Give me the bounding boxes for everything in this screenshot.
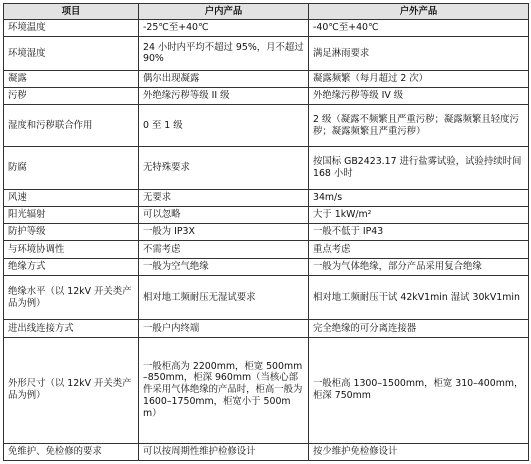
- outdoor-cell: 相对地工频耐压干试 42kV1min 湿试 30kV1min: [309, 275, 529, 320]
- indoor-cell: 一般柜高为 2200mm，柜宽 500mm–850mm，柜深 960mm（当核心部件采用气体绝缘的产品时，柜高一般为 1600–1750mm，柜宽小于 500mm）: [139, 337, 309, 443]
- table-row: [4, 443, 529, 460]
- indoor-cell: 不需考虑: [139, 241, 309, 258]
- table-row: [4, 189, 529, 206]
- outdoor-cell: -40℃至+40℃: [309, 20, 529, 37]
- row-label: 进出线连接方式: [4, 320, 139, 337]
- indoor-cell: 无特殊要求: [139, 147, 309, 189]
- outdoor-cell: 满足淋雨要求: [309, 37, 529, 70]
- table-row: [4, 20, 529, 37]
- row-label: 外形尺寸（以 12kV 开关类产品为例）: [4, 337, 139, 443]
- table-body: [4, 20, 529, 461]
- outdoor-cell: 外绝缘污秽等级 IV 级: [309, 87, 529, 104]
- table-row: [4, 207, 529, 224]
- table-row: [4, 275, 529, 320]
- table-row: [4, 147, 529, 189]
- indoor-cell: 无要求: [139, 189, 309, 206]
- outdoor-cell: 凝露频繁（每月超过 2 次）: [309, 70, 529, 87]
- row-label: 凝露: [4, 70, 139, 87]
- indoor-cell: 相对地工频耐压无湿试要求: [139, 275, 309, 320]
- row-label: 污秽: [4, 87, 139, 104]
- outdoor-cell: 完全绝缘的可分离连接器: [309, 320, 529, 337]
- row-label: 环境湿度: [4, 37, 139, 70]
- header-item: 项目: [4, 4, 139, 20]
- outdoor-cell: 一般为气体绝缘，部分产品采用复合绝缘: [309, 258, 529, 275]
- table-row: [4, 224, 529, 241]
- row-label: 环境温度: [4, 20, 139, 37]
- outdoor-cell: 重点考虑: [309, 241, 529, 258]
- table-row: [4, 87, 529, 104]
- indoor-cell: 一般为空气绝缘: [139, 258, 309, 275]
- indoor-cell: 0 至 1 级: [139, 104, 309, 146]
- indoor-cell: 可以忽略: [139, 207, 309, 224]
- indoor-cell: 偶尔出现凝露: [139, 70, 309, 87]
- header-outdoor: 户外产品: [309, 4, 529, 20]
- outdoor-cell: 一般柜高 1300–1500mm，柜宽 310–400mm，柜深 750mm: [309, 337, 529, 443]
- table-row: [4, 70, 529, 87]
- row-label: 绝缘水平（以 12kV 开关类产品为例）: [4, 275, 139, 320]
- outdoor-cell: 一般不低于 IP43: [309, 224, 529, 241]
- indoor-cell: 可以按周期性维护检修设计: [139, 443, 309, 460]
- table-row: [4, 337, 529, 443]
- outdoor-cell: 34m/s: [309, 189, 529, 206]
- row-label: 防护等级: [4, 224, 139, 241]
- table-row: [4, 258, 529, 275]
- row-label: 湿度和污秽联合作用: [4, 104, 139, 146]
- indoor-cell: 24 小时内平均不超过 95%，月不超过 90%: [139, 37, 309, 70]
- row-label: 防腐: [4, 147, 139, 189]
- table-row: [4, 37, 529, 70]
- header-indoor: 户内产品: [139, 4, 309, 20]
- outdoor-cell: 2 级（凝露不频繁且严重污秽；凝露频繁且轻度污秽；凝露频繁且严重污秽）: [309, 104, 529, 146]
- spec-table-container: [3, 3, 528, 461]
- spec-comparison-table: [3, 3, 529, 461]
- indoor-cell: 外绝缘污秽等级 II 级: [139, 87, 309, 104]
- outdoor-cell: 按国标 GB2423.17 进行盐雾试验，试验持续时间 168 小时: [309, 147, 529, 189]
- row-label: 免维护、免检修的要求: [4, 443, 139, 460]
- outdoor-cell: 按少维护免检修设计: [309, 443, 529, 460]
- table-row: [4, 241, 529, 258]
- outdoor-cell: 大于 1kW/m²: [309, 207, 529, 224]
- indoor-cell: -25℃至+40℃: [139, 20, 309, 37]
- table-header: [4, 4, 529, 20]
- table-row: [4, 104, 529, 146]
- table-row: [4, 320, 529, 337]
- row-label: 绝缘方式: [4, 258, 139, 275]
- row-label: 阳光辐射: [4, 207, 139, 224]
- row-label: 风速: [4, 189, 139, 206]
- row-label: 与环境协调性: [4, 241, 139, 258]
- header-row: [4, 4, 529, 20]
- indoor-cell: 一般户内终端: [139, 320, 309, 337]
- indoor-cell: 一般为 IP3X: [139, 224, 309, 241]
